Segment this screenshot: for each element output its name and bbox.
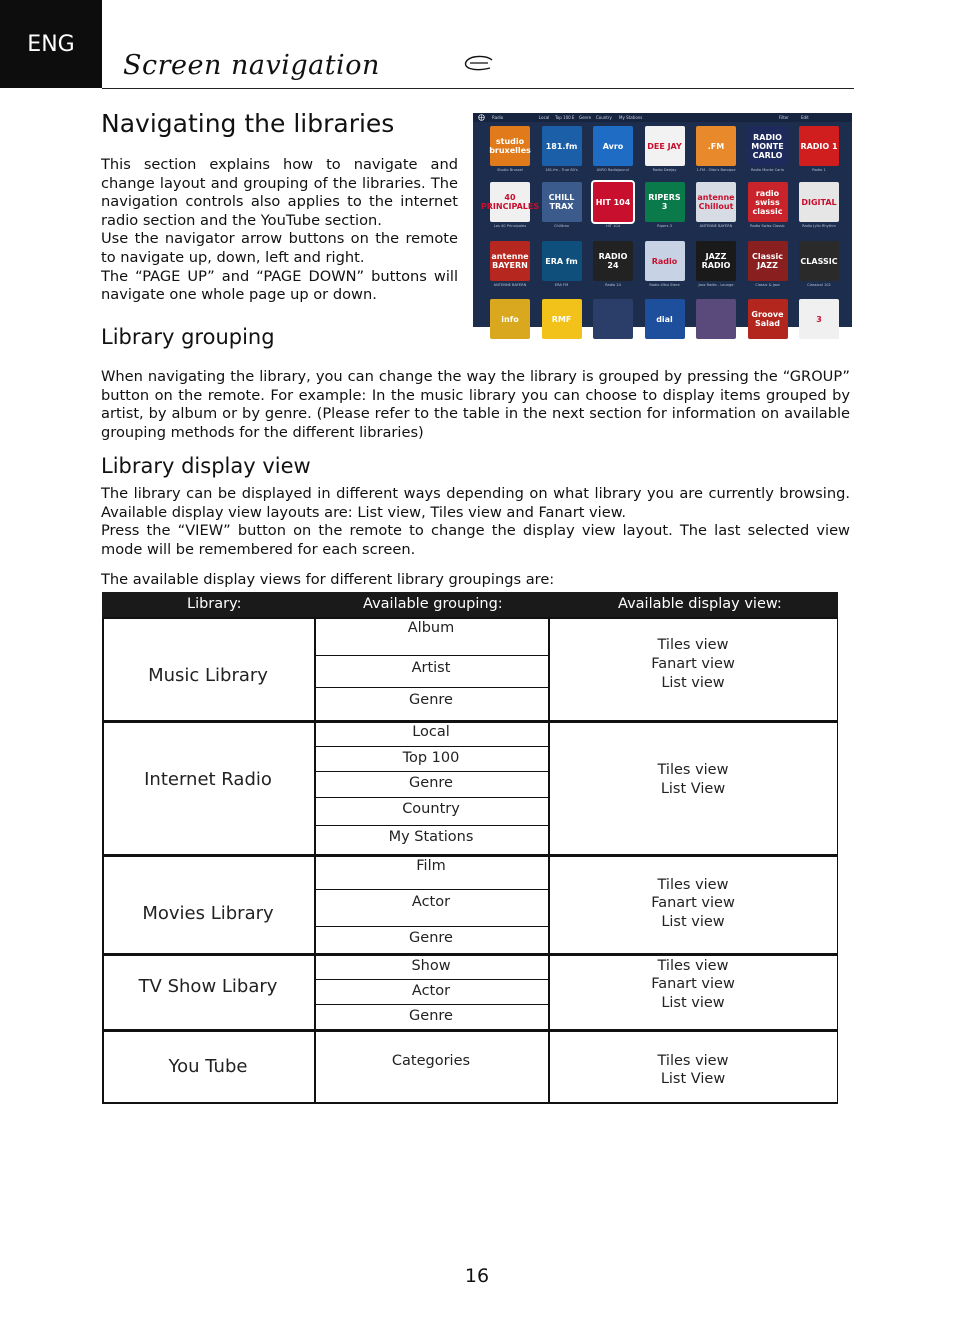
grouping-divider <box>314 687 548 688</box>
grouping-cell: Genre <box>409 775 453 791</box>
radio-station-tile: CLASSIC <box>799 241 839 281</box>
display-view-cell: List view <box>661 914 725 930</box>
grouping-divider <box>314 797 548 798</box>
grouping-cell: Album <box>407 620 455 636</box>
radio-station-tile: HIT 104 <box>593 182 633 222</box>
section-heading-navigating: Navigating the libraries <box>101 109 395 138</box>
radio-station-caption: 181.fm - True 80's <box>545 168 578 172</box>
radio-station-tile: CHILL TRAX <box>542 182 582 222</box>
display-view-cell: Tiles view <box>657 637 729 653</box>
radio-station-tile <box>593 299 633 339</box>
grouping-divider <box>314 1004 548 1005</box>
language-label: ENG <box>27 31 75 57</box>
row-border <box>102 855 838 857</box>
table-header-cell: Available grouping: <box>363 596 503 612</box>
radio-station-caption: Radio Swiss Classic <box>750 224 785 228</box>
header-rule <box>102 88 854 89</box>
row-border <box>102 617 838 619</box>
library-name-cell: You Tube <box>168 1056 248 1077</box>
radio-station-caption: Classic & Jazz <box>755 283 780 287</box>
display-view-cell: Tiles view <box>657 762 729 778</box>
radio-station-caption: Radio 24 <box>605 283 621 287</box>
radio-station-caption: Chilltrax <box>554 224 569 228</box>
radio-station-tile: Classic JAZZ <box>748 241 788 281</box>
radio-station-tile: RMF <box>542 299 582 339</box>
library-name-cell: Movies Library <box>142 903 274 924</box>
grouping-cell: Genre <box>409 692 453 708</box>
grouping-divider <box>314 825 548 826</box>
radio-station-tile: .FM <box>696 126 736 166</box>
radio-station-tile: antenne BAYERN <box>490 241 530 281</box>
library-name-cell: TV Show Libary <box>138 976 278 997</box>
display-view-cell: Tiles view <box>657 958 729 974</box>
radio-station-caption: 1.FM - Otto's Baroque <box>696 168 736 172</box>
section2-body <box>101 368 850 442</box>
screenshot-topbar-item: Filter <box>779 115 789 120</box>
row-border <box>102 954 838 956</box>
row-border <box>102 1102 838 1104</box>
radio-station-caption: Jazz Radio - Lounge <box>698 283 734 287</box>
brand-logo-icon <box>462 54 496 74</box>
grouping-cell: Show <box>411 958 451 974</box>
grouping-divider <box>314 979 548 980</box>
grouping-divider <box>314 746 548 747</box>
radio-station-caption: Studio Brussel <box>497 168 523 172</box>
screenshot-topbar-item: Local <box>539 115 550 120</box>
display-view-cell: List View <box>660 781 726 797</box>
radio-station-caption: Ripers 3 <box>657 224 672 228</box>
paragraph: When navigating the library, you can change the way the library is grouped by pressing the “GROUP” button on the remote. For example: In the music library you can choose to display items grouped by artist, by album or by genre. (Please refer to the table in the next section for information on available grouping methods for the different libraries) <box>101 368 850 441</box>
grouping-cell: Genre <box>409 1008 453 1024</box>
radio-library-screenshot <box>473 113 852 327</box>
radio-station-tile: RIPERS 3 <box>645 182 685 222</box>
radio-station-tile: DEE JAY <box>645 126 685 166</box>
paragraph: The “PAGE UP” and “PAGE DOWN” buttons will navigate one whole page up or down. <box>101 267 458 304</box>
radio-station-caption: AVRO Radiojazz.nl <box>596 168 630 172</box>
paragraph: The library can be displayed in different ways depending on what library you are currently browsing. Available display view layouts are: List view, Tiles view and Fanart view. <box>101 485 850 521</box>
display-view-cell: Fanart view <box>651 895 735 911</box>
radio-station-caption: ANTENNE BAYERN <box>699 224 733 228</box>
radio-station-tile: dial <box>645 299 685 339</box>
row-border <box>102 1030 838 1032</box>
radio-station-tile: antenne Chillout <box>696 182 736 222</box>
table-header-cell: Library: <box>187 596 242 612</box>
radio-station-caption: Radio 1 <box>812 168 826 172</box>
row-border <box>102 721 838 723</box>
screenshot-topbar-item: My Stations <box>619 115 643 120</box>
grouping-divider <box>314 655 548 656</box>
radio-station-tile: 3 <box>799 299 839 339</box>
radio-station-tile: JAZZ RADIO <box>696 241 736 281</box>
radio-station-tile: Groove Salad <box>748 299 788 339</box>
grouping-cell: Actor <box>411 894 451 910</box>
library-name-cell: Internet Radio <box>144 769 272 790</box>
grouping-cell: Actor <box>411 983 451 999</box>
table-header <box>102 592 838 617</box>
radio-station-tile: Radio <box>645 241 685 281</box>
section-heading-grouping: Library grouping <box>101 325 275 349</box>
display-view-cell: List view <box>661 675 725 691</box>
radio-station-caption: ERA FM <box>554 283 569 287</box>
radio-station-tile: 181.fm <box>542 126 582 166</box>
grouping-divider <box>314 771 548 772</box>
grouping-cell: Top 100 <box>402 750 460 766</box>
radio-station-caption: Radio 4You Stere <box>649 283 680 287</box>
grouping-divider <box>314 926 548 927</box>
radio-station-tile: ERA fm <box>542 241 582 281</box>
screenshot-topbar-item: Edit <box>801 115 809 120</box>
radio-station-caption: ANTENNE BAYERN <box>493 283 527 287</box>
grouping-cell: Film <box>416 858 446 874</box>
grouping-cell: My Stations <box>388 829 474 845</box>
page-number: 16 <box>464 1265 490 1287</box>
radio-station-tile: DIGITAL <box>799 182 839 222</box>
screenshot-topbar-item: Genre <box>579 115 592 120</box>
grouping-cell: Local <box>412 724 450 740</box>
display-view-cell: List view <box>661 995 725 1011</box>
grouping-cell: Country <box>402 801 460 817</box>
radio-station-tile: RADIO 1 <box>799 126 839 166</box>
display-view-cell: Tiles view <box>657 1053 729 1069</box>
display-view-cell: List View <box>660 1071 726 1087</box>
radio-station-tile <box>696 299 736 339</box>
radio-station-tile: RADIO MONTE CARLO <box>748 126 788 166</box>
screenshot-topbar <box>473 113 852 122</box>
display-view-cell: Fanart view <box>651 656 735 672</box>
grouping-cell: Categories <box>391 1053 471 1069</box>
section-heading-display-view: Library display view <box>101 454 311 478</box>
table-intro: The available display views for different library groupings are: <box>101 571 555 588</box>
grouping-divider <box>314 889 548 890</box>
paragraph: This section explains how to navigate and change layout and grouping of the libraries. The navigation controls also applies to the internet radio section and the YouTube section. <box>101 156 458 229</box>
display-view-cell: Tiles view <box>657 877 729 893</box>
table-header-cell: Available display view: <box>618 596 782 612</box>
screenshot-topbar-item: Top 100 E <box>555 115 575 120</box>
grouping-cell: Genre <box>409 930 453 946</box>
paragraph: Press the “VIEW” button on the remote to change the display view layout. The last selected view mode will be remembered for each screen. <box>101 522 850 558</box>
section3-body <box>101 485 850 559</box>
radio-station-caption: Radio Jyllo Rhythm <box>802 224 836 228</box>
page-header-title: Screen navigation <box>123 50 380 81</box>
radio-station-caption: Radio Deejay <box>652 168 677 172</box>
screenshot-topbar-item: Country <box>596 115 612 120</box>
radio-station-caption: Radio Monte Carlo <box>751 168 784 172</box>
paragraph: Use the navigator arrow buttons on the remote to navigate up, down, left and right. <box>101 230 458 266</box>
radio-station-tile: radio swiss classic <box>748 182 788 222</box>
globe-icon <box>478 114 485 121</box>
display-view-cell: Fanart view <box>651 976 735 992</box>
radio-station-caption: Classical 102 <box>807 283 831 287</box>
language-tab <box>0 0 102 88</box>
grouping-cell: Artist <box>411 660 451 676</box>
section1-body <box>101 156 458 305</box>
radio-station-tile: 40 PRINCIPALES <box>490 182 530 222</box>
radio-station-caption: Los 40 Principales <box>493 224 527 228</box>
radio-station-caption: HIT 104 <box>606 224 620 228</box>
library-name-cell: Music Library <box>148 665 268 686</box>
screenshot-topbar-item: Radio <box>492 115 504 120</box>
radio-station-tile: RADIO 24 <box>593 241 633 281</box>
radio-station-tile: Avro <box>593 126 633 166</box>
radio-station-tile: info <box>490 299 530 339</box>
radio-station-tile: studio bruxelles <box>490 126 530 166</box>
